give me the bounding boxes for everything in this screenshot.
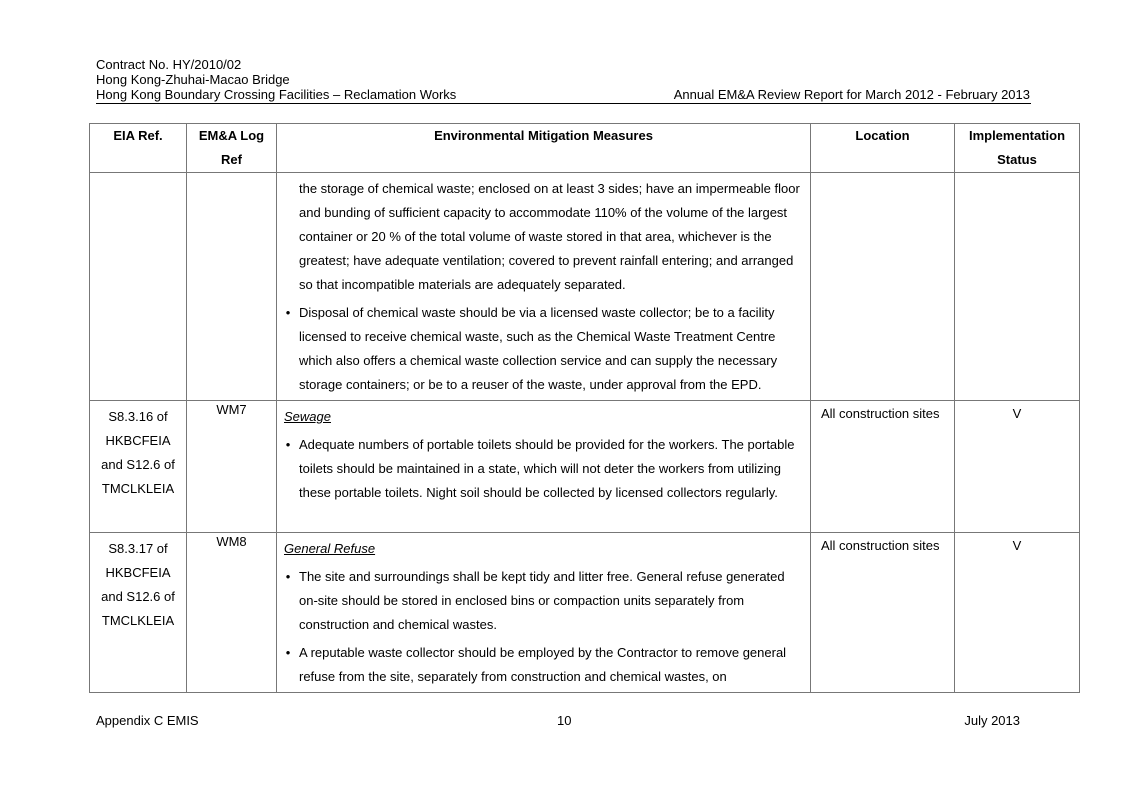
- bullet-icon: •: [285, 569, 291, 584]
- col-mitigation-measures: Environmental Mitigation Measures: [277, 124, 811, 173]
- col-location: Location: [811, 124, 955, 173]
- list-item: • The site and surroundings shall be kept tidy and litter free. General refuse generated on-site should be stored in enclosed bins or compaction units separately from construction and chemical wastes.: [299, 565, 802, 637]
- list-item: • Disposal of chemical waste should be via a licensed waste collector; be to a facility licensed to receive chemical waste, such as the Chemical Waste Treatment Centre which also offers a chemical waste collection service and can supply the necessary storage containers; or be to a reuser of the waste, under approval from the EPD.: [299, 301, 802, 397]
- eia-ref: S8.3.16 of HKBCFEIA and S12.6 of TMCLKLEIA: [90, 401, 187, 533]
- page-number: 10: [557, 713, 572, 728]
- list-item: • Adequate numbers of portable toilets should be provided for the workers. The portable toilets should be maintained in a state, which will not deter the workers from utilizing these portable toilets. Night soil should be collected by licensed collectors regularly.: [299, 433, 802, 505]
- footer-appendix: Appendix C EMIS: [96, 713, 199, 728]
- eia-ref: S8.3.17 of HKBCFEIA and S12.6 of TMCLKLEIA: [90, 533, 187, 693]
- header-divider: [96, 103, 1031, 104]
- location: All construction sites: [811, 401, 955, 533]
- table-row: [90, 173, 1080, 401]
- location: All construction sites: [811, 533, 955, 693]
- contract-number: Contract No. HY/2010/02: [96, 57, 242, 72]
- col-implementation-status: Implementation Status: [955, 124, 1080, 173]
- report-title: Annual EM&A Review Report for March 2012 - February 2013: [673, 87, 1030, 102]
- works-name: Hong Kong Boundary Crossing Facilities – Reclamation Works: [96, 87, 457, 102]
- emis-table: [89, 123, 1080, 693]
- mitigation-measures: [277, 533, 811, 693]
- bullet-icon: •: [285, 645, 291, 660]
- implementation-status: V: [955, 401, 1080, 533]
- project-name: Hong Kong-Zhuhai-Macao Bridge: [96, 72, 290, 87]
- table-row: [90, 401, 1080, 533]
- table-row: [90, 533, 1080, 693]
- col-ema-log-ref: EM&A Log Ref: [187, 124, 277, 173]
- log-ref: WM8: [187, 533, 277, 693]
- bullet-icon: •: [285, 305, 291, 320]
- measure-text: the storage of chemical waste; enclosed on at least 3 sides; have an impermeable floor and bunding of sufficient capacity to accommodate 110% of the volume of the largest container or 20 % of the total volume of waste stored in that area, whichever is the greatest; have adequate ventilation; covered to prevent rainfall entering; and arranged so that incompatible materials are adequately separated.: [299, 181, 800, 292]
- list-item: • A reputable waste collector should be employed by the Contractor to remove general refuse from the site, separately from construction and chemical wastes, on: [299, 641, 802, 689]
- table-header-row: [90, 124, 1080, 173]
- continued-measures: [277, 173, 811, 401]
- implementation-status: V: [955, 533, 1080, 693]
- log-ref: WM7: [187, 401, 277, 533]
- col-eia-ref: EIA Ref.: [90, 124, 187, 173]
- mitigation-measures: [277, 401, 811, 533]
- measure-subtitle: General Refuse: [284, 541, 376, 556]
- footer-date: July 2013: [964, 713, 1020, 728]
- document-header: [96, 57, 456, 102]
- measure-subtitle: Sewage: [284, 409, 331, 424]
- bullet-icon: •: [285, 437, 291, 452]
